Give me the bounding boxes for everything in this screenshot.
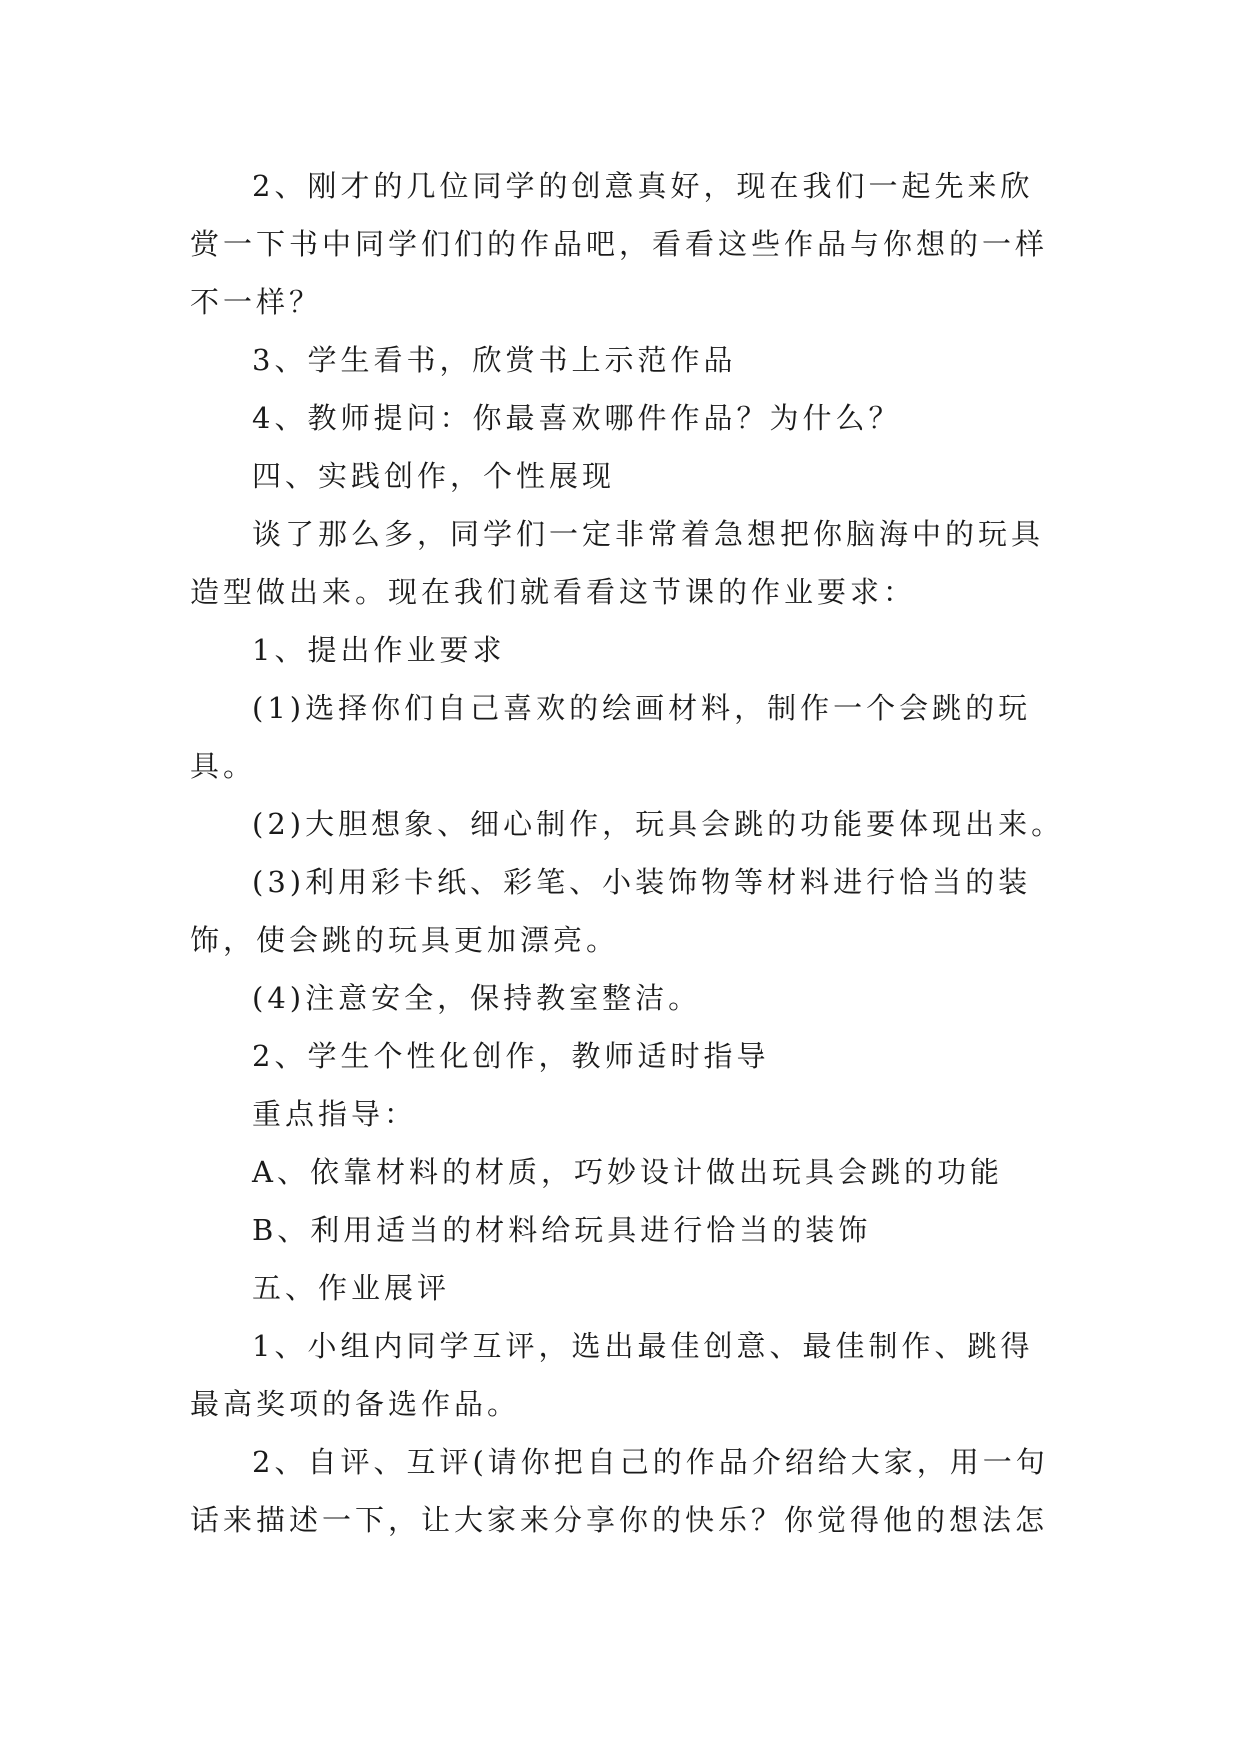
text-line: 1、小组内同学互评，选出最佳创意、最佳制作、跳得 xyxy=(252,1329,1034,1363)
text-line: 最高奖项的备选作品。 xyxy=(190,1387,521,1421)
text-line: 不一样？ xyxy=(190,285,323,319)
text-line: 饰，使会跳的玩具更加漂亮。 xyxy=(190,923,620,957)
text-line: (4)注意安全，保持教室整洁。 xyxy=(252,981,702,1015)
text-line: 具。 xyxy=(190,749,257,783)
text-line: B、利用适当的材料给玩具进行恰当的装饰 xyxy=(252,1213,872,1247)
text-line: 2、刚才的几位同学的创意真好，现在我们一起先来欣 xyxy=(252,169,1034,203)
text-line: 1、提出作业要求 xyxy=(252,633,506,667)
text-line: (3)利用彩卡纸、彩笔、小装饰物等材料进行恰当的装 xyxy=(252,865,1032,899)
text-line: 赏一下书中同学们们的作品吧，看看这些作品与你想的一样 xyxy=(190,227,1049,261)
text-line: A、依靠材料的材质，巧妙设计做出玩具会跳的功能 xyxy=(252,1155,1003,1189)
text-line: 4、教师提问：你最喜欢哪件作品？为什么？ xyxy=(252,401,902,435)
text-line: 四、实践创作，个性展现 xyxy=(252,459,616,493)
text-line: 造型做出来。现在我们就看看这节课的作业要求： xyxy=(190,575,917,609)
text-line: 五、作业展评 xyxy=(252,1271,451,1305)
document-body xyxy=(190,157,1065,1549)
text-line: 3、学生看书，欣赏书上示范作品 xyxy=(252,343,737,377)
text-line: (1)选择你们自己喜欢的绘画材料，制作一个会跳的玩 xyxy=(252,691,1032,725)
text-line: (2)大胆想象、细心制作，玩具会跳的功能要体现出来。 xyxy=(252,807,1065,841)
text-line: 重点指导： xyxy=(252,1097,418,1131)
text-line: 2、学生个性化创作，教师适时指导 xyxy=(252,1039,770,1073)
text-line: 谈了那么多，同学们一定非常着急想把你脑海中的玩具 xyxy=(252,517,1045,551)
text-line: 话来描述一下，让大家来分享你的快乐？你觉得他的想法怎 xyxy=(190,1503,1049,1537)
text-line: 2、自评、互评(请你把自己的作品介绍给大家，用一句 xyxy=(252,1445,1049,1479)
